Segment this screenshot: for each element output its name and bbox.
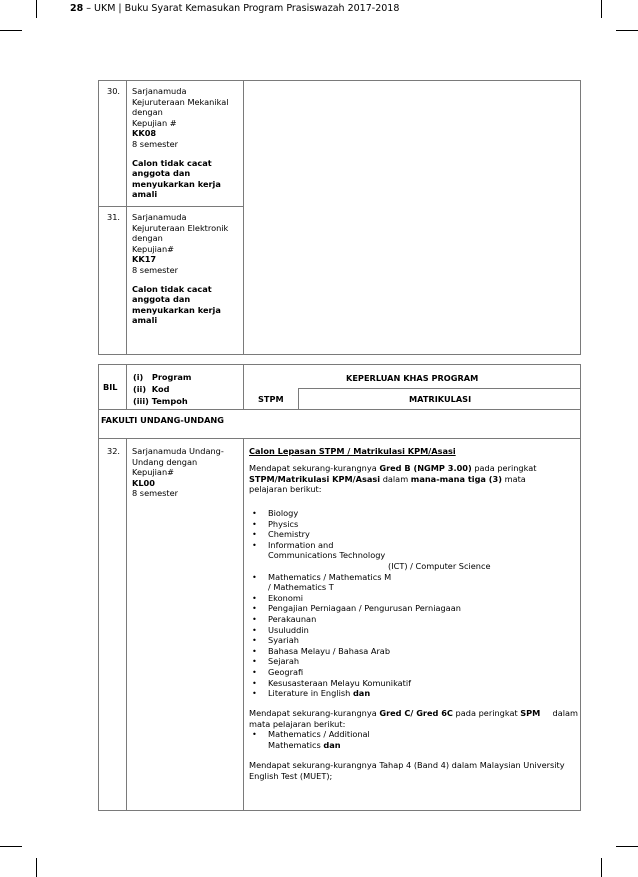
- program-cell: [132, 86, 229, 200]
- top-table-divider: [98, 206, 244, 207]
- note-line: anggota dan: [132, 168, 191, 179]
- subject-list: [249, 508, 491, 699]
- text: dan: [352, 688, 371, 699]
- text: mata: [502, 473, 526, 484]
- requirement-title: Calon Lepasan STPM / Matrikulasi KPM/Asasi: [249, 446, 456, 456]
- requirement-paragraph-2: [249, 708, 578, 729]
- page-number: 28: [70, 3, 84, 14]
- program-code: KL00: [132, 477, 155, 488]
- program-line: Kejuruteraan Mekanikal: [132, 96, 229, 107]
- header-items: [133, 371, 191, 407]
- text: pada peringkat: [452, 708, 521, 718]
- list-item-continuation: Communications Technology: [268, 550, 386, 561]
- table-divider: [298, 388, 299, 409]
- text: STPM/Matrikulasi KPM/Asasi: [249, 473, 381, 484]
- row-number: 31.: [107, 212, 121, 222]
- header-keperluan-khas: KEPERLUAN KHAS PROGRAM: [346, 373, 479, 383]
- list-item: • Sejarah: [249, 656, 491, 667]
- program-line: Sarjanamuda: [132, 212, 187, 222]
- header-item: (i) Program: [133, 372, 192, 382]
- list-item-continuation: [249, 740, 370, 751]
- crop-mark: [616, 846, 638, 847]
- list-item: • Mathematics / Additional: [249, 729, 370, 740]
- list-item: • Usuluddin: [249, 625, 491, 636]
- text: SPM: [520, 708, 541, 718]
- program-code: KK08: [132, 128, 157, 139]
- program-line: dengan: [132, 107, 163, 118]
- text: pada peringkat: [471, 463, 537, 473]
- top-table-divider: [243, 80, 244, 355]
- list-item: • Perakaunan: [249, 614, 491, 625]
- note-line: amali: [132, 189, 158, 200]
- crop-mark: [36, 858, 37, 877]
- program-line: Undang dengan: [132, 456, 198, 467]
- text: mana-mana tiga (3): [410, 473, 502, 484]
- row-number: 30.: [107, 86, 121, 96]
- list-item: • Kesusasteraan Melayu Komunikatif: [249, 678, 491, 689]
- program-line: Sarjanamuda: [132, 86, 187, 96]
- program-line: Kepujian #: [132, 117, 177, 128]
- top-table-divider: [126, 80, 127, 355]
- list-item: • Mathematics / Mathematics M: [249, 572, 491, 583]
- list-item: [249, 688, 491, 699]
- note-line: Calon tidak cacat: [132, 283, 212, 294]
- requirement-paragraph-1: [249, 463, 536, 495]
- text: Gred C/ Gred 6C: [379, 708, 453, 718]
- table-divider: [98, 409, 581, 410]
- text: Gred B (NGMP 3.00): [379, 463, 472, 473]
- text: mata pelajaran berikut:: [249, 718, 346, 729]
- row-number: 32.: [107, 446, 121, 456]
- table-divider: [98, 438, 581, 439]
- list-item: • Ekonomi: [249, 593, 491, 604]
- list-item: • Bahasa Melayu / Bahasa Arab: [249, 646, 491, 657]
- program-cell: [132, 212, 228, 326]
- note-line: anggota dan: [132, 294, 191, 305]
- crop-mark: [0, 846, 22, 847]
- text: Mendapat sekurang-kurangnya: [249, 708, 380, 718]
- text: pelajaran berikut:: [249, 484, 322, 495]
- note-line: amali: [132, 315, 158, 326]
- text: dan: [323, 739, 341, 750]
- crop-mark: [36, 0, 37, 18]
- program-cell: [132, 446, 224, 499]
- header-stpm: STPM: [258, 394, 284, 404]
- text: Mathematics: [268, 739, 321, 750]
- header-item: (iii) Tempoh: [133, 396, 188, 406]
- program-line: Kepujian#: [132, 467, 175, 478]
- crop-mark: [616, 30, 638, 31]
- header-title: – UKM | Buku Syarat Kemasukan Program Prasiswazah 2017-2018: [83, 3, 400, 14]
- list-item: • Syariah: [249, 635, 491, 646]
- list-item-continuation: (ICT) / Computer Science: [388, 560, 491, 571]
- program-duration: 8 semester: [132, 264, 179, 275]
- table-divider: [243, 364, 244, 409]
- program-line: Kejuruteraan Elektronik: [132, 222, 229, 233]
- crop-mark: [601, 0, 602, 18]
- list-item: • Physics: [249, 519, 491, 530]
- list-item: • Biology: [249, 508, 491, 519]
- text: Mendapat sekurang-kurangnya Tahap 4 (Band 4) dalam Malaysian University: [249, 760, 565, 770]
- page-header: [70, 3, 399, 14]
- note-line: Calon tidak cacat: [132, 157, 212, 168]
- list-item: • Chemistry: [249, 529, 491, 540]
- header-bil: BIL: [103, 382, 118, 392]
- crop-mark: [601, 858, 602, 877]
- list-item: • Geografi: [249, 667, 491, 678]
- spm-subject-list: [249, 729, 370, 750]
- table-divider: [126, 438, 127, 811]
- list-item-continuation: / Mathematics T: [268, 582, 334, 593]
- program-duration: 8 semester: [132, 488, 179, 499]
- text: dalam: [552, 708, 578, 718]
- text: English Test (MUET);: [249, 770, 333, 781]
- crop-mark: [0, 30, 22, 31]
- program-duration: 8 semester: [132, 138, 179, 149]
- faculty-label: FAKULTI UNDANG-UNDANG: [101, 415, 224, 425]
- program-line: Sarjanamuda Undang-: [132, 446, 224, 456]
- requirement-paragraph-3: [249, 760, 565, 781]
- program-line: dengan: [132, 233, 163, 244]
- table-divider: [126, 364, 127, 409]
- note-line: menyukarkan kerja: [132, 178, 221, 189]
- header-matrikulasi: MATRIKULASI: [409, 394, 472, 404]
- program-line: Kepujian#: [132, 243, 175, 254]
- header-item: (ii) Kod: [133, 384, 170, 394]
- table-divider: [243, 438, 244, 811]
- table-divider: [298, 388, 581, 389]
- program-code: KK17: [132, 254, 157, 265]
- list-item: • Information and: [249, 540, 491, 551]
- text: Literature in English: [268, 688, 351, 699]
- text: dalam: [380, 473, 411, 484]
- list-item: • Pengajian Perniagaan / Pengurusan Perniagaan: [249, 603, 491, 614]
- text: Mendapat sekurang-kurangnya: [249, 463, 380, 473]
- note-line: menyukarkan kerja: [132, 304, 221, 315]
